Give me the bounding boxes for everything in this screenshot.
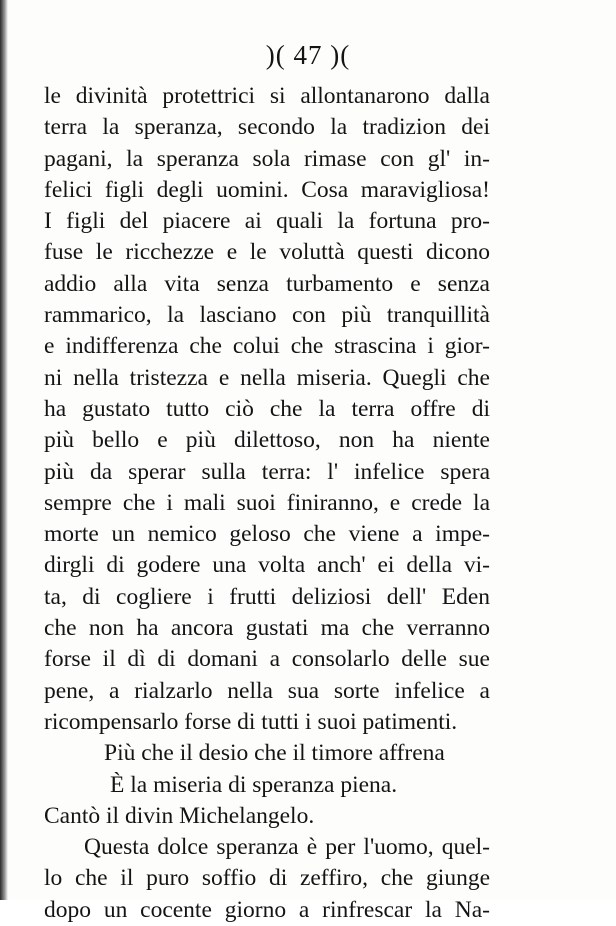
text-line: addio alla vita senza turbamento e senza (44, 270, 490, 297)
body-text (44, 81, 490, 926)
text-line: ta, di cogliere i frutti deliziosi dell' Eden (44, 583, 490, 610)
attribution-line: Cantò il divin Michelangelo. (44, 802, 315, 829)
text-line: ricompensarlo forse di tutti i suoi patimenti. (44, 708, 458, 735)
text-line: e indifferenza che colui che strascina i gior- (44, 333, 490, 360)
text-line: dopo un cocente giorno a rinfrescar la Na- (44, 896, 490, 923)
page-number-header: )( 47 )( (265, 40, 351, 70)
text-line: I figli del piacere ai quali la fortuna pro- (44, 208, 490, 235)
text-line: più da sperar sulla terra: l' infelice spera (44, 458, 490, 485)
text-line: forse il dì di domani a consolarlo delle sue (44, 646, 490, 673)
text-line: che non ha ancora gustati ma che verranno (44, 615, 490, 642)
text-line: pagani, la speranza sola rimase con gl' in- (44, 145, 490, 172)
text-line: ha gustato tutto ciò che la terra offre di (44, 395, 490, 422)
text-line: felici figli degli uomini. Cosa maravigliosa! (44, 176, 490, 203)
text-line: più bello e più dilettoso, non ha niente (44, 427, 490, 454)
text-line: lo che il puro soffio di zeffiro, che giunge (44, 865, 490, 892)
verse-line: Più che il desio che il timore affrena (104, 740, 445, 767)
text-line: Questa dolce speranza è per l'uomo, quel- (84, 834, 490, 861)
text-line: pene, a rialzarlo nella sua sorte infelice a (44, 677, 490, 704)
text-line: terra la speranza, secondo la tradizion dei (44, 114, 490, 141)
text-line: rammarico, la lasciano con più tranquillità (44, 302, 490, 329)
text-line: dirgli di godere una volta anch' ei della vi- (44, 552, 490, 579)
page-binding-shadow (0, 0, 8, 900)
text-line: le divinità protettrici si allontanarono dalla (44, 83, 490, 109)
text-line: morte un nemico geloso che viene a impe- (44, 521, 490, 548)
text-line: sempre che i mali suoi finiranno, e crede la (44, 489, 490, 516)
text-line: fuse le ricchezze e le voluttà questi dicono (44, 239, 490, 266)
text-line: ni nella tristezza e nella miseria. Quegli che (44, 364, 490, 391)
verse-line: È la miseria di speranza piena. (110, 771, 398, 798)
